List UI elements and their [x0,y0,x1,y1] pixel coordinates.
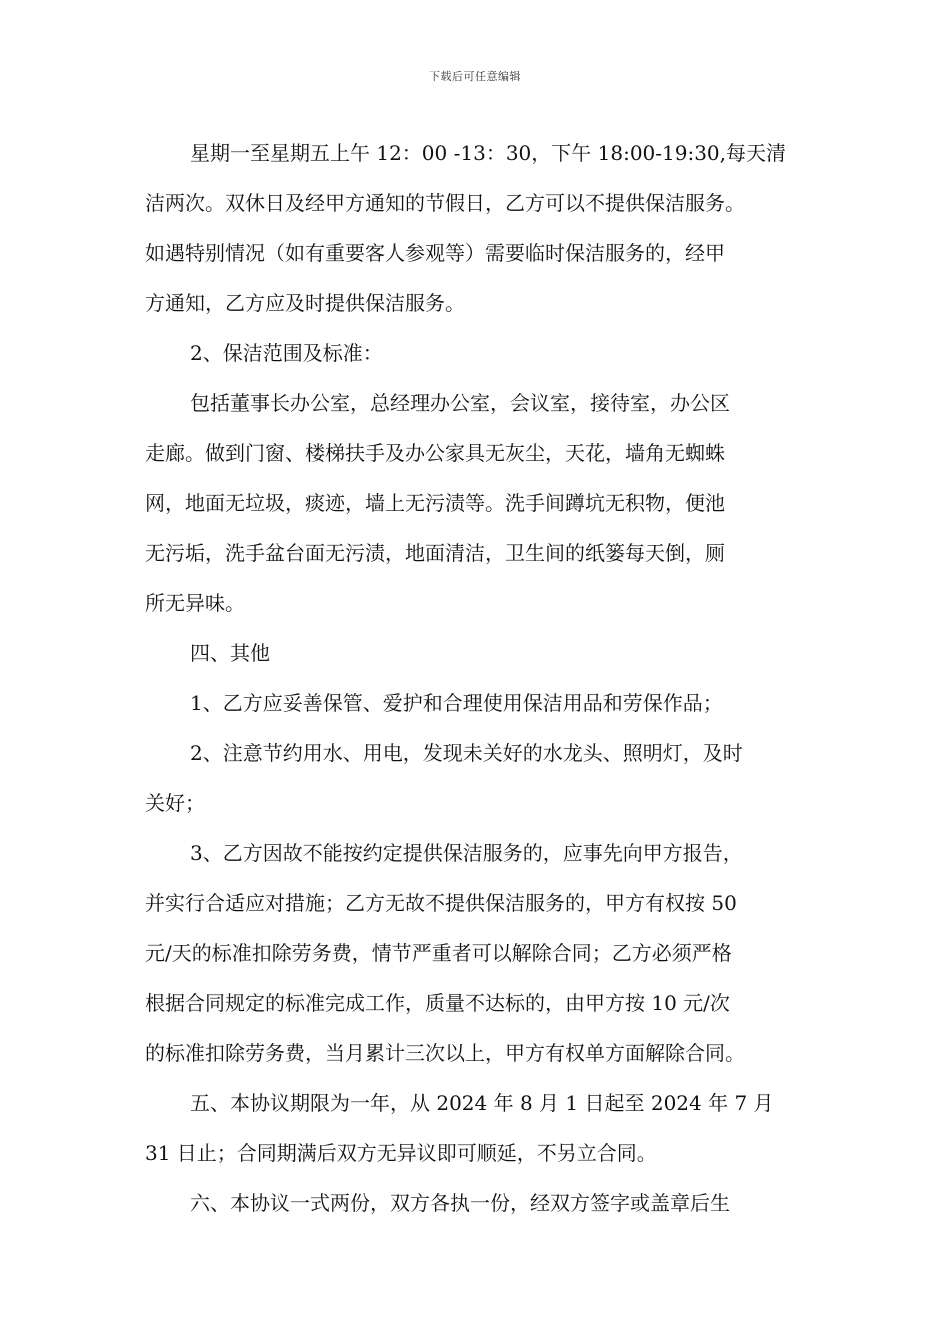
text-line: 元/天的标准扣除劳务费，情节严重者可以解除合同；乙方必须严格 [145,941,732,965]
text-line: 2、注意节约用水、用电，发现未关好的水龙头、照明灯，及时 [190,741,743,765]
text-line: 关好； [145,791,205,815]
text-line: 六、本协议一式两份，双方各执一份，经双方签字或盖章后生 [190,1191,730,1215]
text-line: 洁两次。双休日及经甲方通知的节假日，乙方可以不提供保洁服务。 [145,191,745,215]
text-line: 2、保洁范围及标准： [190,341,383,365]
text-line: 五、本协议期限为一年，从 2024 年 8 月 1 日起至 2024 年 7 月 [190,1091,774,1115]
text-line: 方通知，乙方应及时提供保洁服务。 [145,291,465,315]
text-line: 的标准扣除劳务费，当月累计三次以上，甲方有权单方面解除合同。 [145,1041,745,1065]
text-line: 并实行合适应对措施；乙方无故不提供保洁服务的，甲方有权按 50 [145,891,737,915]
text-line: 如遇特别情况（如有重要客人参观等）需要临时保洁服务的，经甲 [145,241,725,265]
text-line: 网，地面无垃圾，痰迹，墙上无污渍等。洗手间蹲坑无积物，便池 [145,491,725,515]
text-line: 包括董事长办公室，总经理办公室，会议室，接待室，办公区 [190,391,730,415]
text-line: 所无异味。 [145,591,245,615]
document-body [145,128,810,1228]
text-line: 四、其他 [190,641,270,665]
text-line: 31 日止；合同期满后双方无异议即可顺延，不另立合同。 [145,1141,657,1165]
header-note: 下载后可任意编辑 [429,70,521,83]
text-line: 无污垢，洗手盆台面无污渍，地面清洁，卫生间的纸篓每天倒，厕 [145,541,725,565]
text-line: 走廊。做到门窗、楼梯扶手及办公家具无灰尘，天花，墙角无蜘蛛 [145,441,725,465]
text-line: 3、乙方因故不能按约定提供保洁服务的，应事先向甲方报告， [190,841,743,865]
text-line: 根据合同规定的标准完成工作，质量不达标的，由甲方按 10 元/次 [145,991,730,1015]
text-line: 1、乙方应妥善保管、爱护和合理使用保洁用品和劳保作品； [190,691,723,715]
text-line: 星期一至星期五上午 12：00 -13：30，下午 18:00-19:30,每天清 [190,141,787,165]
